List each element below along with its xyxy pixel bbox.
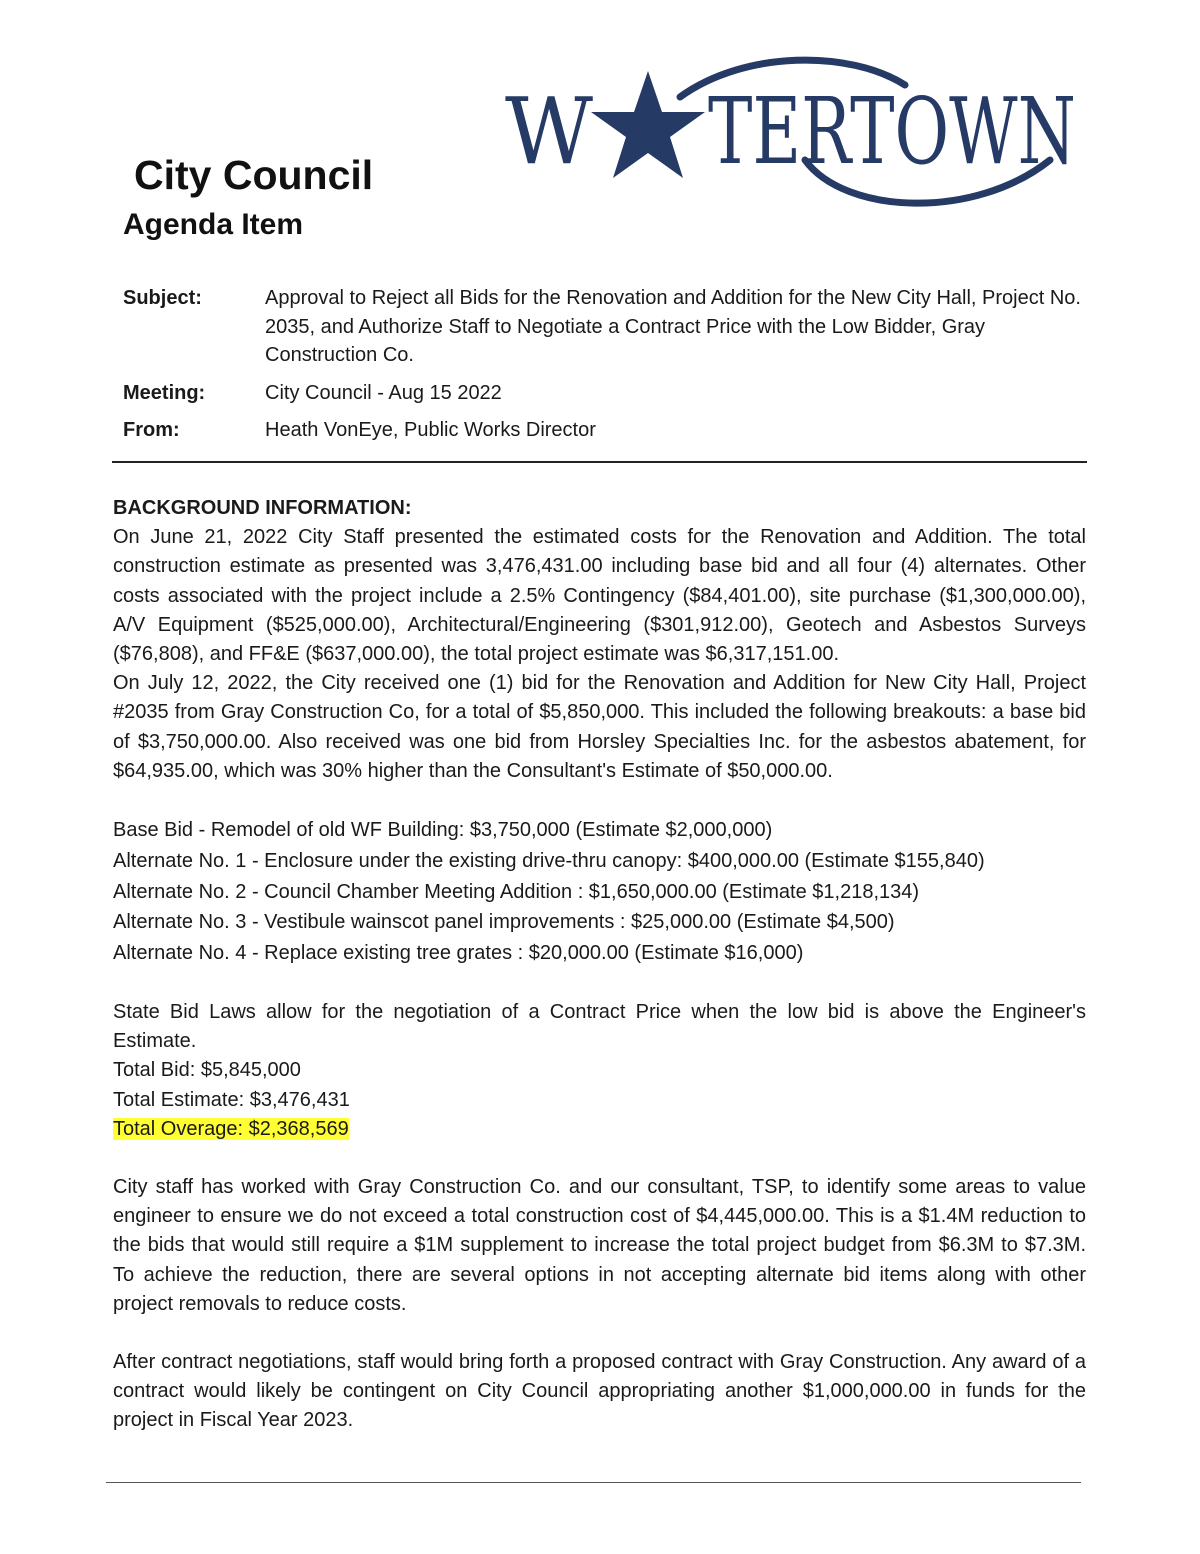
bid-items-list (113, 815, 1086, 969)
bid-item: Alternate No. 4 - Replace existing tree grates : $20,000.00 (Estimate $16,000) (113, 942, 804, 965)
bid-item: Base Bid - Remodel of old WF Building: $3,750,000 (Estimate $2,000,000) (113, 819, 773, 842)
page-title: City Council (134, 152, 374, 198)
total-estimate: Total Estimate: $3,476,431 (113, 1088, 350, 1111)
closing-paragraph: After contract negotiations, staff would bring forth a proposed contract with Gray Construction. Any award of a contract would likely be contingent on City Council appropriating another $1,000,000.00 in funds for the project in Fiscal Year 2023. (113, 1351, 1086, 1432)
background-paragraph-2: On July 12, 2022, the City received one (1) bid for the Renovation and Addition for New City Hall, Project #2035 from Gray Construction Co, for a total of $5,850,000. This included the following breakouts: a base bid of $3,750,000.00. Also received was one bid from Horsley Specialties Inc. for the asbestos abatement, for $64,935.00, which was 30% higher than the Consultant's Estimate of $50,000.00. (113, 672, 1086, 782)
background-paragraph-1: On June 21, 2022 City Staff presented the estimated costs for the Renovation and Addition. The total construction estimate as presented was 3,476,431.00 including base bid and all four (4) alternates. Other costs associated with the project include a 2.5% Contingency ($84,401.00), site purchase ($1,300,000.00), A/V Equipment ($525,000.00), Architectural/Engineering ($301,912.00), Geotech and Asbestos Surveys ($76,808), and FF&E ($637,000.00), the total project estimate was $6,317,151.00. (113, 526, 1086, 666)
agenda-meta (123, 284, 1083, 454)
background-heading: BACKGROUND INFORMATION: (113, 497, 412, 519)
meeting-row (123, 379, 1083, 408)
svg-text:TERTOWN: TERTOWN (708, 78, 1076, 185)
agenda-body (113, 494, 1086, 1436)
bid-item: Alternate No. 3 - Vestibule wainscot panel improvements : $25,000.00 (Estimate $4,500) (113, 911, 895, 934)
footer-divider (106, 1482, 1081, 1483)
meeting-label: Meeting: (123, 381, 206, 404)
bid-laws-paragraph: State Bid Laws allow for the negotiation of a Contract Price when the low bid is above the Engineer's Estimate. (113, 1001, 1086, 1053)
svg-text:W: W (505, 78, 594, 185)
meeting-value: City Council - Aug 15 2022 (265, 381, 502, 404)
bid-item: Alternate No. 2 - Council Chamber Meeting Addition : $1,650,000.00 (Estimate $1,218,134) (113, 880, 920, 903)
total-overage-highlighted: Total Overage: $2,368,569 (113, 1117, 349, 1140)
subject-label: Subject: (123, 287, 202, 309)
from-value: Heath VonEye, Public Works Director (265, 419, 596, 441)
from-row (123, 416, 1083, 445)
bid-item: Alternate No. 1 - Enclosure under the existing drive-thru canopy: $400,000.00 (Estimate $155,840) (113, 849, 985, 872)
subject-row (123, 284, 1083, 370)
from-label: From: (123, 419, 180, 441)
subject-value: Approval to Reject all Bids for the Renovation and Addition for the New City Hall, Project No. 2035, and Authorize Staff to Negotiate a Contract Price with the Low Bidder, Gray Construction Co. (265, 287, 1081, 366)
total-bid: Total Bid: $5,845,000 (113, 1059, 301, 1082)
value-engineering-paragraph: City staff has worked with Gray Construction Co. and our consultant, TSP, to identify some areas to value engineer to ensure we do not exceed a total construction cost of $4,445,000.00. This is a $1.4M reduction to the bids that would still require a $1M supplement to increase the total project budget from $6.3M to $7.3M. To achieve the reduction, there are several options in not accepting alternate bid items along with other project removals to reduce costs. (113, 1176, 1086, 1315)
header-divider (112, 461, 1087, 463)
page-subtitle: Agenda Item (123, 208, 304, 241)
watertown-logo (505, 55, 1085, 215)
